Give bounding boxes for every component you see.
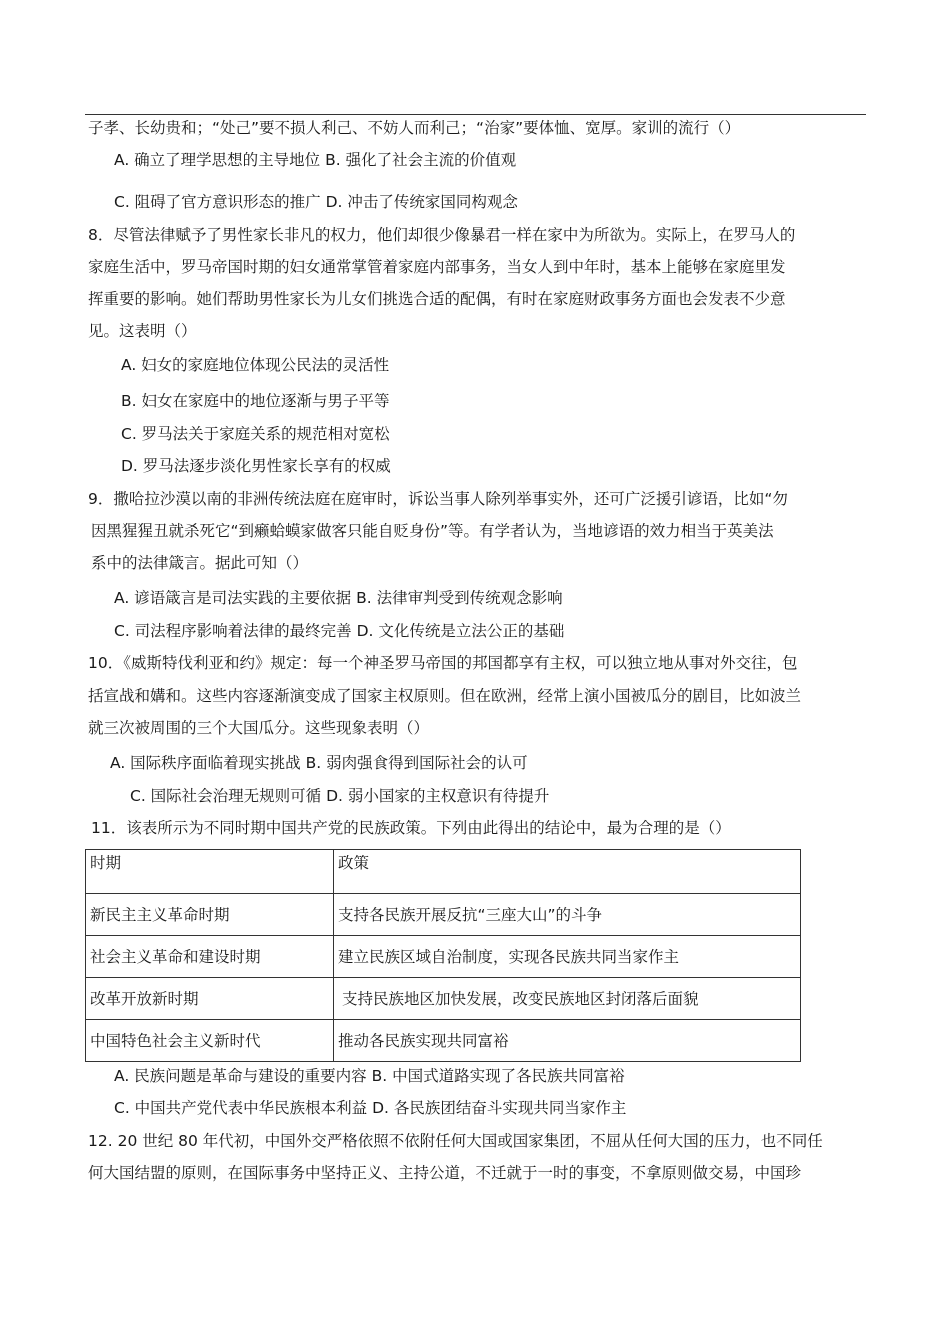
table-cell-period: 中国特色社会主义新时代 [86,1020,334,1062]
q8-stem-line-1: 8．尽管法律赋予了男性家长非凡的权力，他们却很少像暴君一样在家中为所欲为。实际上，在罗马人的 [88,226,796,244]
q7-stem-tail: 子孝、长幼贵和；“处己”要不损人利己、不妨人而利己；“治家”要体恤、宽厚。家训的流行（） [88,119,741,137]
q10-options-cd: C. 国际社会治理无规则可循 D. 弱小国家的主权意识有待提升 [130,787,550,805]
table-cell-period: 新民主主义革命时期 [86,894,334,936]
q11-options-cd: C. 中国共产党代表中华民族根本利益 D. 各民族团结奋斗实现共同当家作主 [114,1099,627,1117]
q10-stem-line-3: 就三次被周围的三个大国瓜分。这些现象表明（） [88,719,430,737]
table-header-period: 时期 [86,850,334,894]
q12-stem-line-2: 何大国结盟的原则，在国际事务中坚持正义、主持公道，不迁就于一时的事变，不拿原则做交易，中国珍 [88,1164,802,1182]
q9-options-cd: C. 司法程序影响着法律的最终完善 D. 文化传统是立法公正的基础 [114,622,565,640]
q9-options-ab: A. 谚语箴言是司法实践的主要依据 B. 法律审判受到传统观念影响 [114,589,563,607]
q11-options-ab: A. 民族问题是革命与建设的重要内容 B. 中国式道路实现了各民族共同富裕 [114,1067,625,1085]
q10-stem-line-2: 括宣战和媾和。这些内容逐渐演变成了国家主权原则。但在欧洲，经常上演小国被瓜分的剧目，比如波兰 [88,687,802,705]
table-row [86,894,801,936]
q8-option-a: A. 妇女的家庭地位体现公民法的灵活性 [121,356,390,374]
q12-stem-line-1: 12. 20 世纪 80 年代初，中国外交严格依照不依附任何大国或国家集团，不屈从任何大国的压力，也不同任 [88,1132,823,1150]
table-cell-period: 改革开放新时期 [86,978,334,1020]
table-row [86,936,801,978]
policy-table [85,849,801,1062]
table-row [86,978,801,1020]
table-cell-period: 社会主义革命和建设时期 [86,936,334,978]
q8-option-d: D. 罗马法逐步淡化男性家长享有的权威 [121,457,391,475]
q11-stem: 11．该表所示为不同时期中国共产党的民族政策。下列由此得出的结论中，最为合理的是（） [91,819,731,837]
table-header-policy: 政策 [334,850,801,894]
q8-option-b: B. 妇女在家庭中的地位逐渐与男子平等 [121,392,390,410]
q9-stem-line-3: 系中的法律箴言。据此可知（） [91,554,309,572]
q8-stem-line-2: 家庭生活中，罗马帝国时期的妇女通常掌管着家庭内部事务，当女人到中年时，基本上能够在家庭里发 [88,258,786,276]
q8-stem-line-4: 见。这表明（） [88,322,197,340]
q10-options-ab: A. 国际秩序面临着现实挑战 B. 弱肉强食得到国际社会的认可 [110,754,528,772]
q8-option-c: C. 罗马法关于家庭关系的规范相对宽松 [121,425,390,443]
q9-stem-line-2: 因黑猩猩丑就杀死它“到癞蛤蟆家做客只能自贬身份”等。有学者认为，当地谚语的效力相当于英美法 [91,522,774,540]
table-cell-policy: 支持各民族开展反抗“三座大山”的斗争 [334,894,801,936]
table-cell-policy: 建立民族区域自治制度，实现各民族共同当家作主 [334,936,801,978]
q10-stem-line-1: 10．《威斯特伐利亚和约》规定：每一个神圣罗马帝国的邦国都享有主权，可以独立地从事对外交往，包 [88,654,798,672]
header-rule [85,114,866,115]
q9-stem-line-1: 9．撒哈拉沙漠以南的非洲传统法庭在庭审时，诉讼当事人除列举事实外，还可广泛援引谚语，比如“勿 [88,490,788,508]
table-row [86,1020,801,1062]
table-cell-policy: 推动各民族实现共同富裕 [334,1020,801,1062]
q7-options-ab: A. 确立了理学思想的主导地位 B. 强化了社会主流的价值观 [114,151,517,169]
table-header-row [86,850,801,894]
q8-stem-line-3: 挥重要的影响。她们帮助男性家长为儿女们挑选合适的配偶，有时在家庭财政事务方面也会发表不少意 [88,290,786,308]
table-cell-policy: 支持民族地区加快发展，改变民族地区封闭落后面貌 [334,978,801,1020]
q7-options-cd: C. 阻碍了官方意识形态的推广 D. 冲击了传统家国同构观念 [114,193,518,211]
